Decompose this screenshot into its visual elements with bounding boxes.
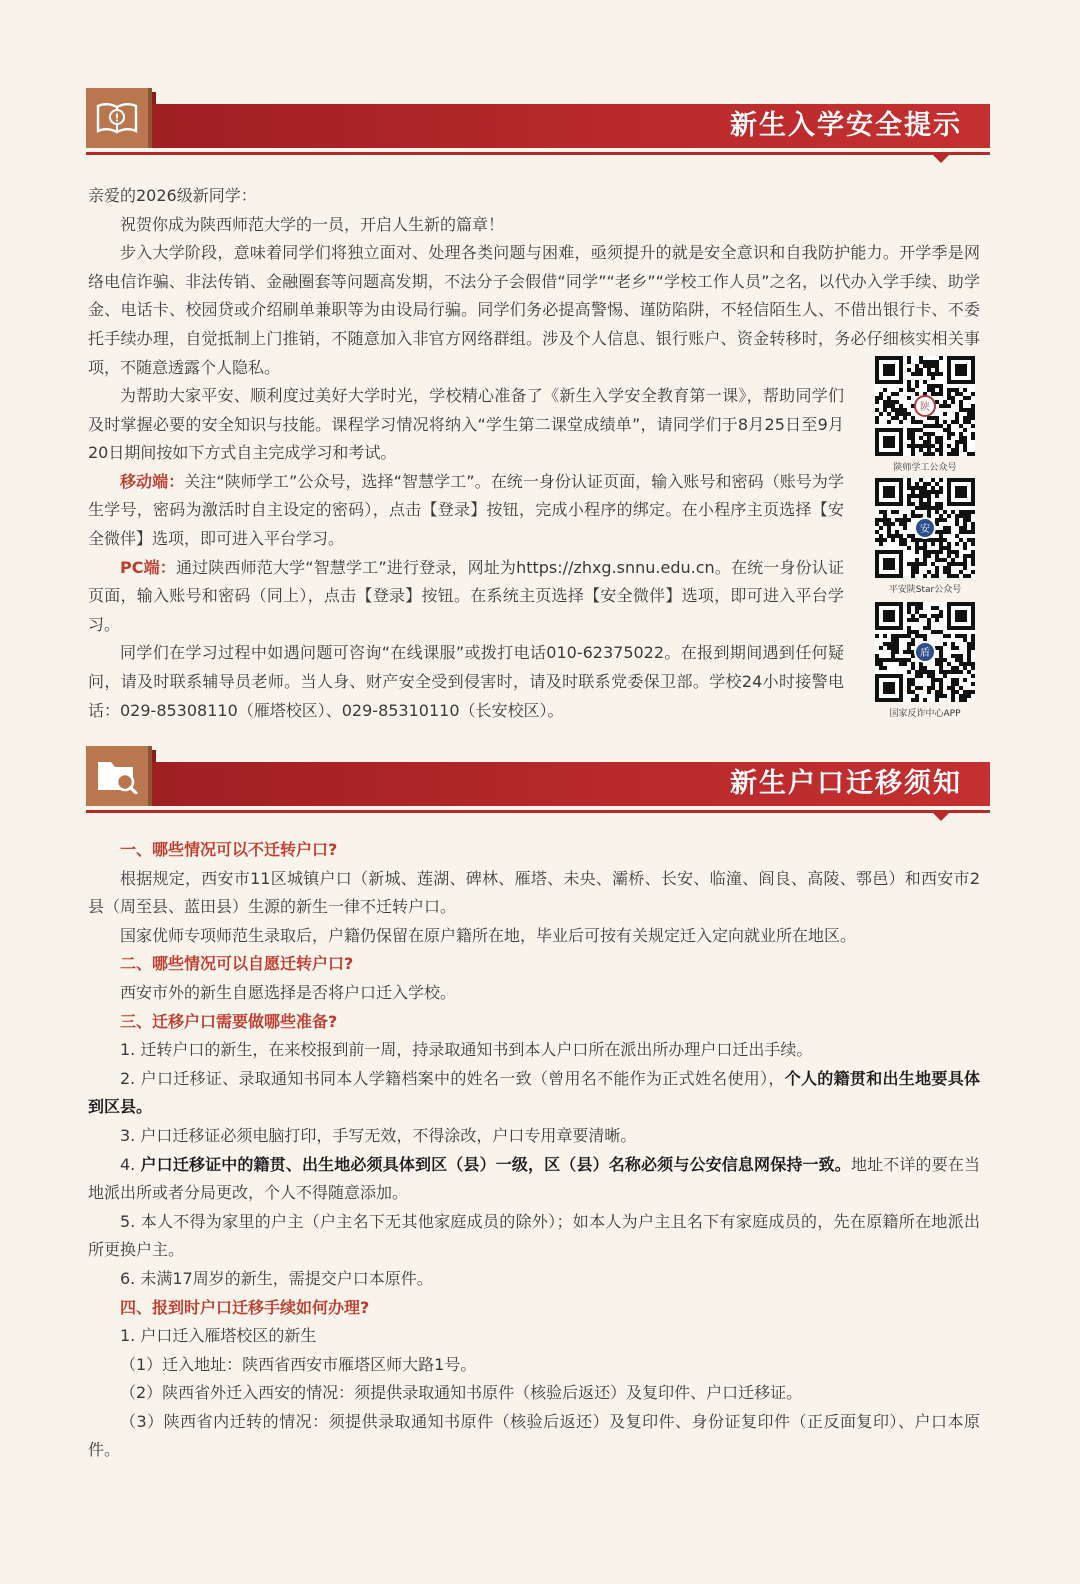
qr-code-anti-fraud[interactable] (870, 602, 980, 719)
question-2-heading: 二、哪些情况可以自愿迁转户口? (120, 954, 354, 974)
procedure-item-1: 1. 户口迁入雁塔校区的新生 (120, 1326, 317, 1346)
greeting: 亲爱的2026级新同学： (88, 186, 257, 205)
qr-code-icon (875, 478, 975, 578)
safety-title: 新生入学安全提示 (730, 110, 962, 141)
course-paragraph: 为帮助大家平安、顺利度过美好大学时光，学校精心准备了《新生入学安全教育第一课》，帮助同学们及时掌握必要的安全知识与技能。课程学习情况将纳入“学生第二课堂成绩单”，请同学们于8月25日至9月20日期间按如下方式自主完成学习和考试。 (88, 386, 844, 463)
question-3-heading: 三、迁移户口需要做哪些准备? (120, 1011, 338, 1031)
svg-text:!: ! (114, 111, 120, 125)
qr-code-shishi[interactable] (870, 356, 980, 473)
prep-item-2-text: 2. 户口迁移证、录取通知书同本人学籍档案中的姓名一致（曾用名不能作为正式姓名使用）， (120, 1068, 785, 1088)
mobile-text: 关注“陕师学工”公众号，选择“智慧学工”。在统一身份认证页面，输入账号和密码（账号为学生学号，密码为激活时自主设定的密码），点击【登录】按钮，完成小程序的绑定。在小程序主页选择【安全微伴】选项，即可进入平台学习。 (88, 471, 844, 548)
qr-caption: 平安陕Star公众号 (888, 585, 962, 595)
prep-item-1: 1. 迁转户口的新生，在来校报到前一周，持录取通知书到本人户口所在派出所办理户口迁出手续。 (120, 1040, 813, 1060)
folder-search-icon (86, 746, 152, 806)
prep-item-6: 6. 未满17周岁的新生，需提交户口本原件。 (120, 1268, 433, 1288)
safety-banner (86, 88, 990, 158)
prep-item-5: 5. 本人不得为家里的户主（户主名下无其他家庭成员的除外）；如本人为户主且名下有家庭成员的，先在原籍所在地派出所更换户主。 (88, 1211, 980, 1260)
pc-text: 通过陕西师范大学“智慧学工”进行登录，网址为https://zhxg.snnu.edu.cn。在统一身份认证页面，输入账号和密码（同上），点击【登录】按钮。在系统主页选择【安全微伴】选项，即可进入平台学习。 (88, 557, 844, 634)
prep-item-4 (88, 1151, 980, 1208)
prep-item-3: 3. 户口迁移证必须电脑打印，手写无效，不得涂改，户口专用章要清晰。 (120, 1125, 637, 1145)
qr-caption: 国家反诈中心APP (889, 709, 961, 719)
prep-item-4-number: 4. (120, 1154, 141, 1174)
prep-item-4-emphasis: 户口迁移证中的籍贯、出生地必须具体到区（县）一级，区（县）名称必须与公安信息网保持一致。 (140, 1154, 851, 1174)
procedure-sub-3: （3）陕西省内迁转的情况：须提供录取通知书原件（核验后返还）及复印件、身份证复印件（正反面复印）、户口本原件。 (88, 1411, 980, 1460)
question-1-heading: 一、哪些情况可以不迁转户口? (120, 840, 338, 859)
prep-item-4-text: 地址不详的要在当地派出所或者分局更改，个人不得随意添加。 (88, 1154, 980, 1203)
question-1-paragraph: 国家优师专项师范生录取后，户籍仍保留在原户籍所在地，毕业后可按有关规定迁入定向就业所在地区。 (120, 925, 857, 945)
qr-code-icon (875, 356, 975, 456)
question-1-paragraph: 根据规定，西安市11区城镇户口（新城、莲湖、碑林、雁塔、未央、灞桥、长安、临潼、阎良、高陵、鄠邑）和西安市2县（周至县、蓝田县）生源的新生一律不迁转户口。 (88, 868, 980, 917)
mobile-label: 移动端： (120, 471, 185, 491)
qr-code-pingan[interactable] (870, 478, 980, 595)
prep-item-2 (88, 1065, 980, 1122)
qr-caption: 陕师学工公众号 (893, 463, 957, 473)
procedure-sub-1: （1）迁入地址：陕西省西安市雁塔区师大路1号。 (120, 1354, 477, 1374)
question-4-heading: 四、报到时户口迁移手续如何办理? (120, 1297, 370, 1317)
procedure-sub-2: （2）陕西省外迁入西安的情况：须提供录取通知书原件（核验后返还）及复印件、户口迁移证。 (120, 1383, 803, 1403)
safety-intro (88, 182, 980, 382)
safety-course-block (88, 382, 844, 725)
contact-paragraph: 同学们在学习过程中如遇问题可咨询“在线课服”或拨打电话010-62375022。在报到期间遇到任何疑问，请及时联系辅导员老师。当人身、财产安全受到侵害时，请及时联系党委保卫部。学校24小时接警电话：029-85308110（雁塔校区）、029-85310110（长安校区）。 (88, 643, 844, 720)
hukou-banner (86, 746, 990, 816)
pc-paragraph (88, 554, 844, 640)
svg-text:安: 安 (920, 524, 930, 535)
fraud-warning-paragraph: 步入大学阶段，意味着同学们将独立面对、处理各类问题与困难，亟须提升的就是安全意识和自我防护能力。开学季是网络电信诈骗、非法传销、金融圈套等问题高发期，不法分子会假借“同学”“老乡”“学校工作人员”之名，以代办入学手续、助学金、电话卡、校园贷或介绍刷单兼职等为由设局行骗。同学们务必提高警惕、谨防陷阱，不轻信陌生人、不借出银行卡、不委托手续办理，自觉抵制上门推销，不随意加入非官方网络群组。涉及个人信息、银行账户、资金转移时，务必仔细核实相关事项，不随意透露个人隐私。 (88, 243, 980, 377)
svg-text:盾: 盾 (920, 648, 930, 659)
hukou-content (88, 836, 980, 1465)
svg-text:陕: 陕 (920, 402, 930, 413)
question-2-paragraph: 西安市外的新生自愿选择是否将户口迁入学校。 (120, 982, 457, 1002)
congrats-paragraph: 祝贺你成为陕西师范大学的一员，开启人生新的篇章！ (120, 214, 505, 234)
qr-code-icon (875, 602, 975, 702)
prep-item-2-emphasis: 个人的籍贯和出生地要具体到区县。 (88, 1068, 980, 1117)
book-warning-icon (86, 88, 152, 148)
hukou-title: 新生户口迁移须知 (730, 768, 962, 799)
mobile-paragraph (88, 468, 844, 554)
pc-label: PC端： (120, 557, 176, 577)
